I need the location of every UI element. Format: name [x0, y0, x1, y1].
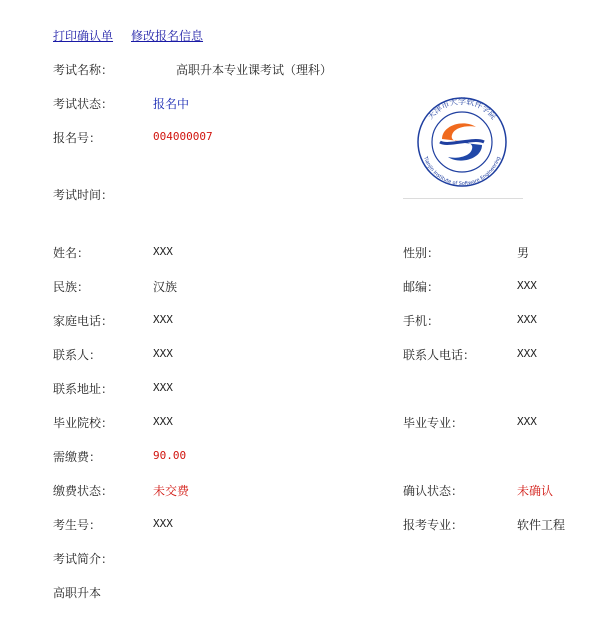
exam-intro-text: 高职升本 [53, 586, 102, 600]
exam-status-label: 考试状态： [53, 97, 114, 111]
home-phone-label: 家庭电话： [53, 314, 114, 328]
school-label: 毕业院校： [53, 416, 114, 430]
gender-label: 性别： [403, 246, 440, 260]
contact-phone-value: XXX [517, 347, 537, 360]
logo-text-bottom: Tianjin Institute of Software Engineering [421, 155, 503, 187]
confirm-status-label: 确认状态： [403, 484, 464, 498]
logo-divider [403, 198, 523, 199]
contact-phone-label: 联系人电话： [403, 348, 476, 362]
registration-number-label: 报名号： [53, 131, 102, 145]
contact-label: 联系人： [53, 348, 102, 362]
payment-status-label: 缴费状态： [53, 484, 114, 498]
mobile-value: XXX [517, 313, 537, 326]
school-value: XXX [153, 415, 173, 428]
postcode-label: 邮编： [403, 280, 440, 294]
print-confirmation-link[interactable]: 打印确认单 [53, 29, 114, 43]
graduate-major-value: XXX [517, 415, 537, 428]
applied-major-value: 软件工程 [517, 518, 566, 532]
mobile-label: 手机： [403, 314, 440, 328]
address-value: XXX [153, 381, 173, 394]
school-emblem-icon [412, 97, 512, 187]
confirm-status-value: 未确认 [517, 484, 554, 498]
home-phone-value: XXX [153, 313, 173, 326]
registration-number-value: 004000007 [153, 130, 213, 143]
fee-label: 需缴费： [53, 450, 102, 464]
address-label: 联系地址： [53, 382, 114, 396]
ethnicity-label: 民族： [53, 280, 90, 294]
graduate-major-label: 毕业专业： [403, 416, 464, 430]
school-logo [412, 97, 512, 187]
name-value: XXX [153, 245, 173, 258]
ethnicity-value: 汉族 [153, 280, 178, 294]
logo-text-top: 天津市大学软件学院 [425, 97, 499, 122]
postcode-value: XXX [517, 279, 537, 292]
exam-status-value: 报名中 [153, 97, 190, 111]
candidate-number-value: XXX [153, 517, 173, 530]
fee-value: 90.00 [153, 449, 187, 462]
edit-registration-link[interactable]: 修改报名信息 [131, 29, 204, 43]
gender-value: 男 [517, 246, 530, 260]
applied-major-label: 报考专业： [403, 518, 464, 532]
contact-value: XXX [153, 347, 173, 360]
name-label: 姓名： [53, 246, 90, 260]
exam-name-value: 高职升本专业课考试（理科） [176, 63, 333, 77]
candidate-number-label: 考生号： [53, 518, 102, 532]
payment-status-value: 未交费 [153, 484, 190, 498]
exam-time-label: 考试时间： [53, 188, 114, 202]
exam-name-label: 考试名称： [53, 63, 114, 77]
exam-intro-label: 考试简介： [53, 552, 114, 566]
